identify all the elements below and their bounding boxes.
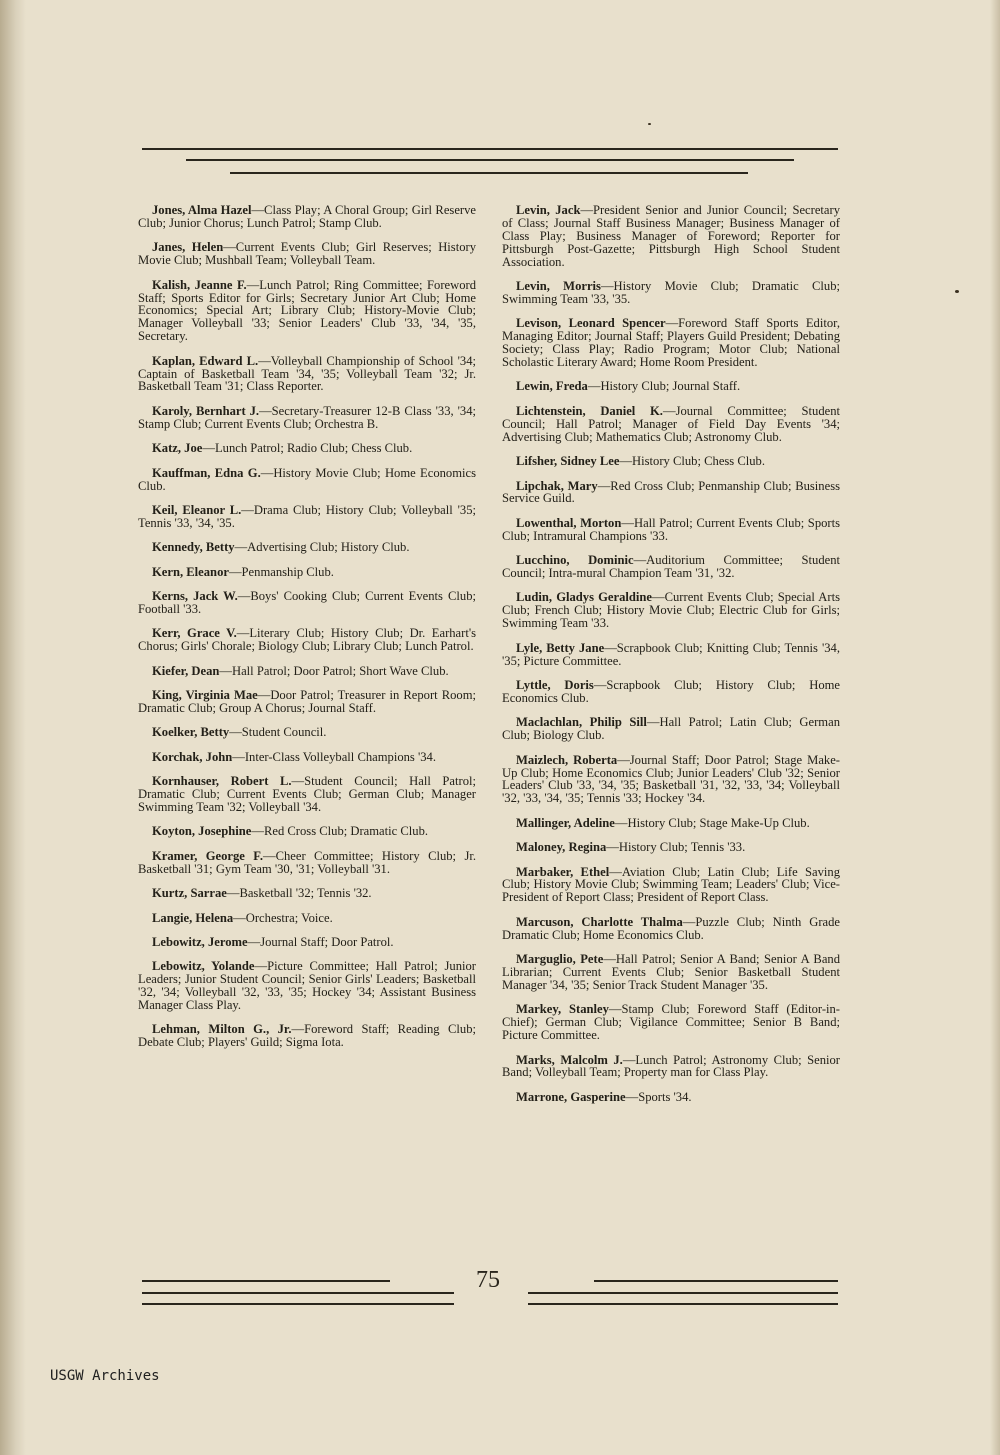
student-name: Maloney, Regina xyxy=(516,840,607,855)
left-column xyxy=(138,204,476,1264)
em-dash-separator: — xyxy=(247,934,261,949)
em-dash-separator: — xyxy=(608,1002,622,1017)
student-name: Langie, Helena xyxy=(152,910,234,925)
student-entry xyxy=(502,953,840,992)
student-activities: Advertising Club; History Club. xyxy=(247,540,410,555)
student-activities: Scrapbook Club; History Club; Home Economics Club. xyxy=(502,677,841,705)
student-activities: Cheer Committee; History Club; Jr. Basketball '31; Gym Team '30, '31; Volleyball '31. xyxy=(138,848,476,876)
student-entry xyxy=(502,554,840,580)
student-activities: Penmanship Club. xyxy=(241,564,334,579)
student-entry xyxy=(502,280,840,306)
student-name: Marguglio, Pete xyxy=(516,952,604,967)
page-number: 75 xyxy=(476,1267,500,1293)
student-entry xyxy=(138,355,476,394)
bottom-rule-left-3 xyxy=(142,1303,454,1305)
student-name: Marcuson, Charlotte Thalma xyxy=(516,914,683,929)
bottom-rule-left-1 xyxy=(142,1280,390,1282)
student-entry xyxy=(138,405,476,431)
em-dash-separator: — xyxy=(619,454,633,469)
student-activities: History Club; Stage Make-Up Club. xyxy=(627,815,810,830)
student-name: Lyttle, Doris xyxy=(516,677,594,692)
paper-speck xyxy=(648,123,651,125)
student-activities: Journal Staff; Door Patrol. xyxy=(260,934,394,949)
em-dash-separator: — xyxy=(251,203,265,217)
student-entry xyxy=(502,679,840,705)
student-entry xyxy=(138,241,476,267)
student-name: Lowenthal, Morton xyxy=(516,515,622,530)
student-entry xyxy=(502,455,840,468)
student-activities: Volleyball Championship of School '34; Captain of Basketball Team '34, '35; Volleyball Team '32; Jr. Basketball Team '31; Class Reporter. xyxy=(138,353,477,394)
em-dash-separator: — xyxy=(617,752,630,767)
student-name: Marbaker, Ethel xyxy=(516,864,610,879)
em-dash-separator: — xyxy=(254,959,268,974)
student-entry xyxy=(138,442,476,455)
student-name: Janes, Helen xyxy=(152,240,224,255)
paper-speck xyxy=(955,290,959,293)
student-name: Jones, Alma Hazel xyxy=(152,203,252,217)
student-name: Lucchino, Dominic xyxy=(516,553,634,568)
book-spine-shadow xyxy=(0,0,26,1455)
student-activities: Picture Committee; Hall Patrol; Junior Leaders; Junior Student Council; Senior Girls' Leaders; Basketball '32, '34; Volleyball '32, '33, '35; Hockey '34; Assistant Business Manager Class Play. xyxy=(138,959,476,1013)
student-activities: Current Events Club; Special Arts Club; French Club; History Movie Club; Electric Club for Girls; Swimming Team '33. xyxy=(502,590,840,631)
em-dash-separator: — xyxy=(580,203,594,217)
em-dash-separator: — xyxy=(621,515,634,530)
student-name: Kauffman, Edna G. xyxy=(152,465,261,480)
student-activities: Student Council. xyxy=(241,725,327,740)
em-dash-separator: — xyxy=(223,240,236,255)
em-dash-separator: — xyxy=(682,914,696,929)
em-dash-separator: — xyxy=(614,815,628,830)
student-name: Kornhauser, Robert L. xyxy=(152,774,292,789)
em-dash-separator: — xyxy=(665,316,679,331)
em-dash-separator: — xyxy=(646,715,660,730)
student-activities: Sports '34. xyxy=(638,1089,692,1104)
student-activities: Lunch Patrol; Ring Committee; Foreword Staff; Sports Editor for Girls; Secretary Junior Art Club; Home Economics; Special Art; Library Club; History-Movie Club; Manager Volleyball '33; Senior Leaders' Club '33, '34, '35, Secretary. xyxy=(138,277,476,344)
student-entry xyxy=(502,517,840,543)
student-name: Lyle, Betty Jane xyxy=(516,640,605,655)
student-activities: Lunch Patrol; Astronomy Club; Senior Band; Volleyball Team; Property man for Class Play. xyxy=(502,1052,840,1080)
student-name: Kennedy, Betty xyxy=(152,540,235,555)
student-activities: History Club; Chess Club. xyxy=(632,454,765,469)
em-dash-separator: — xyxy=(258,353,271,368)
student-entry xyxy=(138,850,476,876)
student-name: Kurtz, Sarrae xyxy=(152,886,227,901)
student-name: Kramer, George F. xyxy=(152,848,263,863)
em-dash-separator: — xyxy=(229,725,242,740)
student-name: Maclachlan, Philip Sill xyxy=(516,715,647,730)
student-activities: Boys' Cooking Club; Current Events Club; Football '33. xyxy=(138,589,476,616)
bottom-rule-right-2 xyxy=(528,1292,838,1294)
student-activities: Literary Club; History Club; Dr. Earhart's Chorus; Girls' Chorale; Biology Club; Library Club; Lunch Patrol. xyxy=(138,626,477,654)
student-activities: Journal Staff; Door Patrol; Stage Make-Up Club; Home Economics Club; Junior Leaders' Club '32; Senior Leaders' Club '33, '34, '35; Basketball '31, '32, '33, '34; Volleyball '32, '33, '34, '35; Tennis '33; Hockey '34. xyxy=(502,752,840,806)
student-entry xyxy=(138,726,476,739)
student-entry xyxy=(138,467,476,493)
student-name: Lewin, Freda xyxy=(516,379,588,394)
bottom-rule-right-1 xyxy=(594,1280,838,1282)
student-name: Lebowitz, Jerome xyxy=(152,934,248,949)
student-entry xyxy=(502,1091,840,1104)
student-activities: Scrapbook Club; Knitting Club; Tennis '34, '35; Picture Committee. xyxy=(502,640,840,668)
em-dash-separator: — xyxy=(606,840,619,855)
student-entry xyxy=(138,775,476,814)
bottom-rule-left-2 xyxy=(142,1292,454,1294)
em-dash-separator: — xyxy=(604,640,617,655)
student-entry xyxy=(138,825,476,838)
student-activities: Door Patrol; Treasurer in Report Room; Dramatic Club; Group A Chorus; Journal Staff. xyxy=(138,688,476,715)
em-dash-separator: — xyxy=(609,864,622,879)
student-name: Lichtenstein, Daniel K. xyxy=(516,403,663,418)
student-activities: Lunch Patrol; Radio Club; Chess Club. xyxy=(214,441,413,456)
student-name: Levison, Leonard Spencer xyxy=(516,316,666,331)
student-activities: Drama Club; History Club; Volleyball '35; Tennis '33, '34, '35. xyxy=(138,502,476,530)
em-dash-separator: — xyxy=(219,663,232,678)
student-entry xyxy=(502,204,840,269)
student-activities: History Movie Club; Home Economics Club. xyxy=(138,465,477,493)
student-activities: History Club; Journal Staff. xyxy=(600,379,741,394)
student-entry xyxy=(138,665,476,678)
em-dash-separator: — xyxy=(260,465,274,480)
em-dash-separator: — xyxy=(228,564,242,579)
em-dash-separator: — xyxy=(236,626,250,641)
right-column xyxy=(502,204,840,1264)
student-entry xyxy=(502,380,840,393)
student-entry xyxy=(138,566,476,579)
student-name: King, Virginia Mae xyxy=(152,688,258,703)
student-activities: Red Cross Club; Penmanship Club; Business Service Guild. xyxy=(502,478,840,506)
student-entry xyxy=(138,887,476,900)
student-activities: Journal Committee; Student Council; Hall Patrol; Manager of Field Day Events '34; Advertising Club; Mathematics Club; Astronomy Club. xyxy=(502,403,840,444)
top-rule-2 xyxy=(186,159,794,161)
student-entry xyxy=(502,916,840,942)
student-activities: History Movie Club; Dramatic Club; Swimming Team '33, '35. xyxy=(502,279,840,306)
student-entry xyxy=(502,716,840,742)
student-name: Maizlech, Roberta xyxy=(516,752,618,767)
em-dash-separator: — xyxy=(597,478,611,493)
em-dash-separator: — xyxy=(625,1089,639,1104)
em-dash-separator: — xyxy=(593,677,607,692)
student-activities: Inter-Class Volleyball Champions '34. xyxy=(244,749,436,764)
top-rule-1 xyxy=(142,148,838,150)
student-activities: Puzzle Club; Ninth Grade Dramatic Club; Home Economics Club. xyxy=(502,914,840,942)
student-name: Levin, Jack xyxy=(516,203,581,217)
em-dash-separator: — xyxy=(246,277,260,292)
em-dash-separator: — xyxy=(232,749,245,764)
em-dash-separator: — xyxy=(237,589,251,604)
student-entry xyxy=(502,866,840,905)
archive-watermark: USGW Archives xyxy=(50,1368,160,1384)
student-name: Katz, Joe xyxy=(152,441,203,456)
student-name: Kerns, Jack W. xyxy=(152,589,238,604)
em-dash-separator: — xyxy=(234,540,248,555)
student-name: Korchak, John xyxy=(152,749,233,764)
student-entry xyxy=(502,405,840,444)
em-dash-separator: — xyxy=(202,441,215,456)
student-name: Koyton, Josephine xyxy=(152,824,252,839)
student-name: Keil, Eleanor L. xyxy=(152,502,242,517)
page-edge-shadow xyxy=(990,0,1000,1455)
student-entry xyxy=(502,817,840,830)
student-activities: Auditorium Committee; Student Council; Intra-mural Champion Team '31, '32. xyxy=(502,553,840,581)
student-entry xyxy=(502,1054,840,1080)
student-entry xyxy=(138,204,476,230)
student-activities: Red Cross Club; Dramatic Club. xyxy=(263,824,429,839)
em-dash-separator: — xyxy=(241,502,254,517)
student-activities: Orchestra; Voice. xyxy=(245,910,333,925)
em-dash-separator: — xyxy=(600,279,614,294)
student-name: Kaplan, Edward L. xyxy=(152,353,259,368)
student-activities: Basketball '32; Tennis '32. xyxy=(239,886,372,901)
student-entry xyxy=(138,960,476,1012)
em-dash-separator: — xyxy=(233,910,246,925)
student-entry xyxy=(138,751,476,764)
student-entry xyxy=(502,1003,840,1042)
student-entry xyxy=(138,689,476,715)
student-name: Levin, Morris xyxy=(516,279,601,294)
student-activities: Foreword Staff Sports Editor, Managing Editor; Journal Staff; Players Guild President; Debating Society; Class Play; Radio Program; Motor Club; National Scholastic Literary Award; Home Room President. xyxy=(502,316,840,370)
student-name: Kerr, Grace V. xyxy=(152,626,237,641)
student-name: Karoly, Bernhart J. xyxy=(152,403,260,418)
student-activities: Class Play; A Choral Group; Girl Reserve Club; Junior Chorus; Lunch Patrol; Stamp Club. xyxy=(138,203,476,230)
student-entry xyxy=(502,591,840,630)
student-activities: Aviation Club; Latin Club; Life Saving Club; History Movie Club; Swimming Team; Leaders' Club; Vice-President of Report Class; President of Report Class. xyxy=(502,864,840,905)
em-dash-separator: — xyxy=(291,774,305,789)
em-dash-separator: — xyxy=(226,886,240,901)
student-entry xyxy=(502,754,840,806)
em-dash-separator: — xyxy=(633,553,647,568)
student-entry xyxy=(138,541,476,554)
em-dash-separator: — xyxy=(291,1022,305,1037)
em-dash-separator: — xyxy=(587,379,601,394)
senior-directory xyxy=(138,204,840,1264)
em-dash-separator: — xyxy=(262,848,276,863)
student-activities: Current Events Club; Girl Reserves; History Movie Club; Mushball Team; Volleyball Team. xyxy=(138,240,476,268)
student-name: Marrone, Gasperine xyxy=(516,1089,626,1104)
student-name: Markey, Stanley xyxy=(516,1002,609,1017)
student-entry xyxy=(138,936,476,949)
student-entry xyxy=(138,627,476,653)
student-activities: Student Council; Hall Patrol; Dramatic Club; Current Events Club; German Club; Manager Swimming Team '32; Volleyball '34. xyxy=(138,774,476,814)
em-dash-separator: — xyxy=(259,403,272,418)
student-activities: History Club; Tennis '33. xyxy=(618,840,746,855)
student-name: Lehman, Milton G., Jr. xyxy=(152,1022,292,1037)
student-activities: Foreword Staff; Reading Club; Debate Club; Players' Guild; Sigma Iota. xyxy=(138,1022,477,1050)
em-dash-separator: — xyxy=(603,952,616,967)
student-activities: Hall Patrol; Current Events Club; Sports Club; Intramural Champions '33. xyxy=(502,515,841,543)
student-name: Kalish, Jeanne F. xyxy=(152,277,247,292)
student-entry xyxy=(138,912,476,925)
em-dash-separator: — xyxy=(251,824,264,839)
top-rule-3 xyxy=(230,172,748,174)
em-dash-separator: — xyxy=(622,1052,636,1067)
student-entry xyxy=(138,279,476,344)
student-entry xyxy=(502,480,840,506)
student-activities: Hall Patrol; Door Patrol; Short Wave Club. xyxy=(231,663,449,678)
student-name: Koelker, Betty xyxy=(152,725,230,740)
student-activities: Stamp Club; Foreword Staff (Editor-in-Chief); German Club; Vigilance Committee; Senior B Band; Picture Committee. xyxy=(502,1002,841,1043)
student-entry xyxy=(502,841,840,854)
student-name: Kern, Eleanor xyxy=(152,564,229,579)
student-name: Lipchak, Mary xyxy=(516,478,598,493)
student-activities: President Senior and Junior Council; Secretary of Class; Journal Staff Business Manager; Business Manager of Class Play; Business Manager of Foreword; Reporter for Pittsburgh Post-Gazette; Pittsburgh High School Student Association. xyxy=(502,203,840,269)
bottom-rule-right-3 xyxy=(528,1303,838,1305)
student-entry xyxy=(138,504,476,530)
student-name: Marks, Malcolm J. xyxy=(516,1052,623,1067)
student-name: Lifsher, Sidney Lee xyxy=(516,454,620,469)
student-entry xyxy=(502,642,840,668)
student-activities: Secretary-Treasurer 12-B Class '33, '34; Stamp Club; Current Events Club; Orchestra B. xyxy=(138,403,476,431)
em-dash-separator: — xyxy=(652,590,665,605)
student-entry xyxy=(502,317,840,369)
em-dash-separator: — xyxy=(662,403,676,418)
student-name: Kiefer, Dean xyxy=(152,663,220,678)
student-name: Mallinger, Adeline xyxy=(516,815,615,830)
student-name: Lebowitz, Yolande xyxy=(152,959,255,974)
student-activities: Hall Patrol; Senior A Band; Senior A Band Librarian; Current Events Club; Senior Basketball Student Manager '34, '35; Senior Track Student Manager '35. xyxy=(502,952,840,992)
student-activities: Hall Patrol; Latin Club; German Club; Biology Club. xyxy=(502,715,840,743)
student-entry xyxy=(138,1023,476,1049)
em-dash-separator: — xyxy=(257,688,271,703)
student-name: Ludin, Gladys Geraldine xyxy=(516,590,653,605)
student-entry xyxy=(138,590,476,616)
